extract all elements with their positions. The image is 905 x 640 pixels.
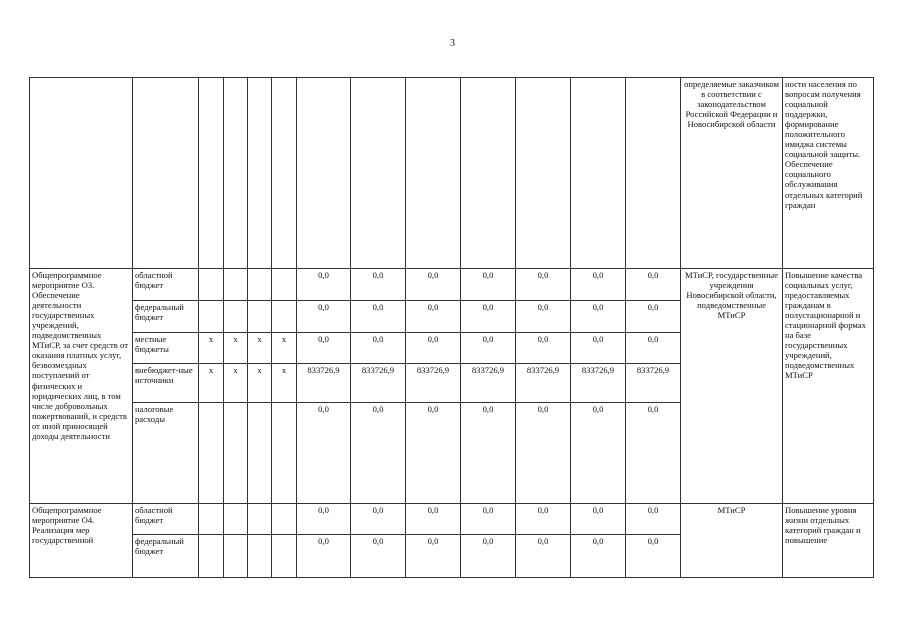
value-cell: 0,0 [406, 301, 461, 333]
code-cell [272, 504, 297, 535]
value-cell: 0,0 [461, 301, 516, 333]
event-o3-name: Общепрограммное мероприятие О3. Обеспечение деятельности государственных учреждений, подведомственных МТиСР, за счет средств от оказания платных услуг, безвозмездных поступлений от физических и юридических лиц, в том числе добровольных пожертвований, и средств от иной приносящей доходы деятельности [30, 269, 133, 504]
program-table [29, 77, 874, 578]
code-cell: x [272, 364, 297, 403]
value-cell: 0,0 [297, 403, 351, 504]
value-cell: 0,0 [516, 301, 571, 333]
code-cell [272, 403, 297, 504]
value-cell: 0,0 [406, 333, 461, 364]
value-cell: 0,0 [297, 535, 351, 578]
value-cell: 833726,9 [571, 364, 626, 403]
funding-source: федеральный бюджет [133, 301, 199, 333]
value-cell: 0,0 [351, 403, 406, 504]
code-cell [199, 504, 224, 535]
code-cell [248, 301, 272, 333]
result-cell: ности населения по вопросам получения социальной поддержки, формирование положительного имиджа системы социальной защиты. Обеспечение социального обслуживания отдельных категорий граждан [783, 78, 874, 269]
value-cell: 0,0 [297, 504, 351, 535]
value-cell: 0,0 [406, 403, 461, 504]
value-cell: 0,0 [516, 269, 571, 301]
funding-source: областной бюджет [133, 504, 199, 535]
code-cell [224, 504, 248, 535]
value-cell: 0,0 [297, 301, 351, 333]
value-cell: 0,0 [516, 403, 571, 504]
event-o4-name: Общепрограммное мероприятие О4. Реализация мер государственной [30, 504, 133, 578]
code-cell: x [224, 364, 248, 403]
code-cell [248, 535, 272, 578]
code-cell [224, 403, 248, 504]
value-cell: 0,0 [297, 333, 351, 364]
code-cell [224, 269, 248, 301]
code-cell: x [199, 333, 224, 364]
value-cell: 0,0 [351, 535, 406, 578]
value-cell: 0,0 [351, 333, 406, 364]
code-cell: x [272, 333, 297, 364]
code-cell [248, 269, 272, 301]
code-cell: x [248, 364, 272, 403]
value-cell: 0,0 [571, 504, 626, 535]
value-cell: 833726,9 [461, 364, 516, 403]
event-o4-result: Повышение уровня жизни отдельных категорий граждан и повышение [783, 504, 874, 578]
value-cell: 0,0 [571, 301, 626, 333]
table-row [30, 504, 874, 535]
value-cell: 0,0 [406, 504, 461, 535]
code-cell: x [199, 364, 224, 403]
value-cell: 833726,9 [516, 364, 571, 403]
value-cell: 833726,9 [297, 364, 351, 403]
value-cell: 0,0 [571, 535, 626, 578]
code-cell [199, 301, 224, 333]
funding-source: налоговые расходы [133, 403, 199, 504]
value-cell: 0,0 [571, 403, 626, 504]
code-cell [248, 504, 272, 535]
event-o3-executor: МТиСР, государственные учреждения Новосибирской области, подведомственные МТиСР [681, 269, 783, 504]
page-number: 3 [450, 38, 455, 49]
value-cell: 0,0 [406, 269, 461, 301]
code-cell [199, 269, 224, 301]
value-cell: 0,0 [516, 333, 571, 364]
value-cell: 0,0 [351, 504, 406, 535]
code-cell [272, 301, 297, 333]
value-cell: 0,0 [351, 269, 406, 301]
value-cell: 0,0 [461, 333, 516, 364]
value-cell: 0,0 [571, 269, 626, 301]
value-cell: 0,0 [626, 333, 681, 364]
value-cell: 0,0 [406, 535, 461, 578]
continuation-row [30, 78, 874, 269]
value-cell: 0,0 [461, 504, 516, 535]
value-cell: 833726,9 [626, 364, 681, 403]
code-cell [272, 535, 297, 578]
code-cell [248, 403, 272, 504]
value-cell: 0,0 [626, 269, 681, 301]
value-cell: 0,0 [351, 301, 406, 333]
code-cell [224, 535, 248, 578]
funding-source: внебюджет-ные источники [133, 364, 199, 403]
value-cell: 0,0 [571, 333, 626, 364]
code-cell: x [224, 333, 248, 364]
value-cell: 0,0 [626, 301, 681, 333]
table-row [30, 269, 874, 301]
value-cell: 0,0 [626, 504, 681, 535]
event-o3-result: Повышение качества социальных услуг, предоставляемых гражданам в полустационарной и стационарной формах на базе государственных учреждений, подведомственных МТиСР [783, 269, 874, 504]
value-cell: 0,0 [516, 504, 571, 535]
event-o4-executor: МТиСР [681, 504, 783, 578]
value-cell: 833726,9 [406, 364, 461, 403]
value-cell: 0,0 [516, 535, 571, 578]
executor-cell: определяемые заказчиком в соответствии с законодательством Российской Федерации и Новосибирской области [681, 78, 783, 269]
source-cell [133, 78, 199, 269]
value-cell: 0,0 [626, 403, 681, 504]
code-cell [199, 403, 224, 504]
code-cell [224, 301, 248, 333]
code-cell [272, 269, 297, 301]
value-cell: 0,0 [461, 269, 516, 301]
funding-source: местные бюджеты [133, 333, 199, 364]
code-cell [199, 535, 224, 578]
code-cell: x [248, 333, 272, 364]
value-cell: 0,0 [461, 403, 516, 504]
value-cell: 0,0 [297, 269, 351, 301]
value-cell: 0,0 [626, 535, 681, 578]
value-cell: 0,0 [461, 535, 516, 578]
funding-source: федеральный бюджет [133, 535, 199, 578]
value-cell: 833726,9 [351, 364, 406, 403]
name-cell [30, 78, 133, 269]
funding-source: областной бюджет [133, 269, 199, 301]
